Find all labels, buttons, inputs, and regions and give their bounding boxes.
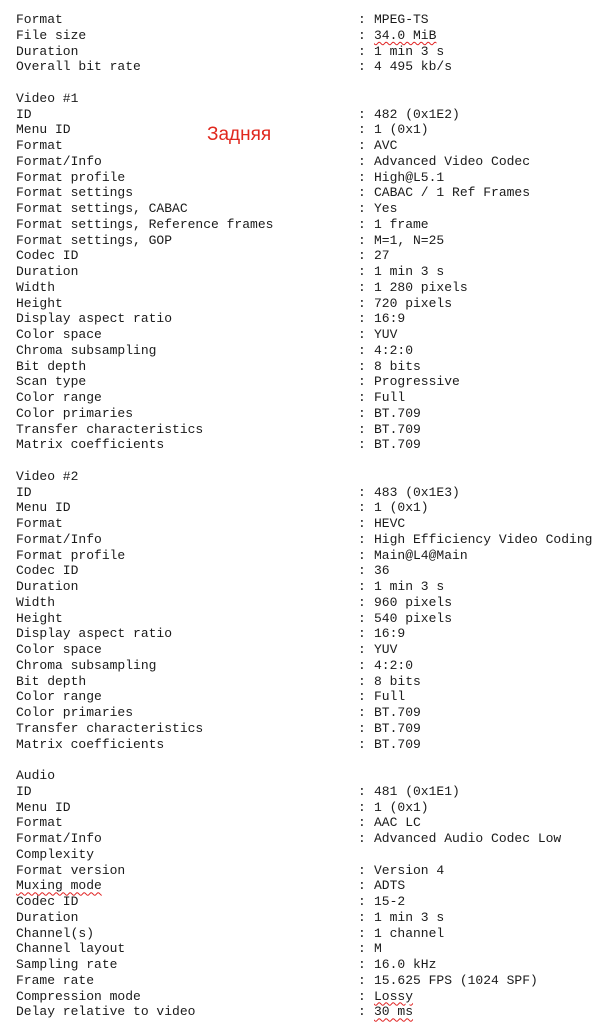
info-row	[16, 59, 608, 75]
info-value: 1 channel	[374, 925, 445, 941]
info-row	[16, 941, 608, 957]
info-value: 1 min 3 s	[374, 264, 445, 279]
info-separator: :	[358, 642, 366, 657]
info-value: Version 4	[374, 862, 445, 878]
info-row	[16, 1004, 608, 1020]
info-key: Chroma subsampling	[16, 342, 157, 358]
info-key: Channel(s)	[16, 925, 95, 941]
info-key: Duration	[16, 579, 79, 594]
info-row	[16, 957, 608, 973]
info-key: Width	[16, 594, 56, 610]
info-key: Codec ID	[16, 563, 79, 579]
info-key: Matrix coefficients	[16, 736, 165, 752]
info-key: Transfer characteristics	[16, 720, 204, 736]
info-value: YUV	[374, 327, 398, 342]
info-separator: :	[358, 201, 366, 216]
info-key: Color range	[16, 689, 102, 705]
info-separator: :	[358, 579, 366, 594]
info-row	[16, 784, 608, 800]
info-key: Duration	[16, 264, 79, 279]
info-key: Color primaries	[16, 705, 134, 720]
info-separator: :	[358, 941, 366, 957]
info-row	[16, 44, 608, 60]
info-key: Color space	[16, 642, 102, 657]
info-separator: :	[358, 421, 366, 437]
section-title: Video #2	[16, 468, 79, 484]
info-separator: :	[358, 437, 366, 453]
info-value: High Efficiency Video Coding	[374, 531, 593, 547]
info-separator: :	[358, 27, 366, 43]
info-row	[16, 831, 608, 847]
info-value: 36	[374, 563, 390, 579]
info-separator: :	[358, 673, 366, 689]
info-value: AVC	[374, 138, 398, 153]
info-row	[16, 878, 608, 894]
info-separator: :	[358, 610, 366, 626]
info-key: ID	[16, 783, 32, 799]
info-separator: :	[358, 547, 366, 563]
info-separator: :	[358, 484, 366, 500]
info-row	[16, 343, 608, 359]
info-row	[16, 359, 608, 375]
info-key: Format	[16, 12, 63, 27]
info-key: Overall bit rate	[16, 59, 141, 75]
info-key: Color primaries	[16, 405, 134, 421]
info-value: 15-2	[374, 894, 406, 909]
info-row	[16, 248, 608, 264]
info-separator: :	[358, 374, 366, 390]
info-row	[16, 737, 608, 753]
info-value: High@L5.1	[374, 169, 445, 185]
info-value: 16:9	[374, 311, 406, 327]
info-key: Width	[16, 279, 56, 295]
info-key: Format settings	[16, 185, 134, 201]
info-value: BT.709	[374, 421, 421, 437]
info-value: 960 pixels	[374, 594, 453, 610]
info-row	[16, 847, 608, 863]
info-value: 1 (0x1)	[374, 500, 429, 516]
info-value: Main@L4@Main	[374, 547, 468, 563]
info-row	[16, 170, 608, 186]
info-separator: :	[358, 43, 366, 59]
info-value: 4:2:0	[374, 657, 414, 673]
info-key: Menu ID	[16, 122, 71, 138]
info-key: Delay relative to video	[16, 1004, 196, 1020]
info-value: YUV	[374, 642, 398, 657]
info-key: Frame rate	[16, 972, 95, 988]
info-separator: :	[358, 736, 366, 752]
info-separator: :	[358, 138, 366, 153]
info-key: File size	[16, 27, 87, 43]
info-row	[16, 28, 608, 44]
info-key: Format	[16, 815, 63, 831]
info-value: 1 min 3 s	[374, 579, 445, 594]
info-row	[16, 122, 608, 138]
info-separator: :	[358, 264, 366, 279]
info-key: Height	[16, 610, 63, 626]
info-row	[16, 327, 608, 343]
info-separator: :	[358, 626, 366, 642]
info-row	[16, 595, 608, 611]
info-key: Compression mode	[16, 988, 141, 1004]
info-key: Format	[16, 516, 63, 531]
info-row	[16, 406, 608, 422]
info-value: ADTS	[374, 878, 406, 894]
info-row	[16, 674, 608, 690]
info-value: 30 ms	[374, 1004, 414, 1020]
info-separator: :	[358, 720, 366, 736]
info-key: Color range	[16, 390, 102, 405]
info-key: Format/Info	[16, 831, 102, 846]
info-value: 15.625 FPS (1024 SPF)	[374, 972, 538, 988]
info-row	[16, 689, 608, 705]
info-value: AAC LC	[374, 815, 421, 831]
info-row	[16, 201, 608, 217]
info-separator: :	[358, 295, 366, 311]
info-row	[16, 626, 608, 642]
info-value: 483 (0x1E3)	[374, 484, 460, 500]
info-value: 34.0 MiB	[374, 27, 437, 43]
info-value: 1 frame	[374, 216, 429, 232]
info-separator: :	[358, 815, 366, 831]
info-key: Duration	[16, 909, 79, 925]
info-separator: :	[358, 531, 366, 547]
info-key: Muxing mode	[16, 878, 102, 894]
info-key: Codec ID	[16, 248, 79, 264]
info-key: Color space	[16, 327, 102, 342]
info-value: M	[374, 941, 382, 957]
info-separator: :	[358, 106, 366, 122]
info-row	[16, 138, 608, 154]
section-gap	[16, 453, 608, 469]
info-row	[16, 500, 608, 516]
info-separator: :	[358, 957, 366, 972]
info-key: Height	[16, 295, 63, 311]
info-key: ID	[16, 484, 32, 500]
info-separator: :	[358, 563, 366, 579]
info-key: Menu ID	[16, 799, 71, 815]
info-row	[16, 721, 608, 737]
info-key: Format settings, Reference frames	[16, 216, 274, 232]
info-row	[16, 185, 608, 201]
info-row	[16, 311, 608, 327]
info-separator: :	[358, 185, 366, 201]
info-separator: :	[358, 1004, 366, 1020]
info-row	[16, 658, 608, 674]
info-separator: :	[358, 799, 366, 815]
info-row	[16, 973, 608, 989]
info-value: BT.709	[374, 736, 421, 752]
info-separator: :	[358, 925, 366, 941]
info-key: Format/Info	[16, 153, 102, 169]
info-separator: :	[358, 405, 366, 421]
info-value: 720 pixels	[374, 295, 453, 311]
info-value: 482 (0x1E2)	[374, 106, 460, 122]
info-separator: :	[358, 390, 366, 405]
info-key: Format settings, CABAC	[16, 201, 188, 216]
info-separator: :	[358, 894, 366, 909]
info-key: Duration	[16, 43, 79, 59]
info-value: Full	[374, 390, 406, 405]
info-value: BT.709	[374, 705, 421, 720]
info-value: 16.0 kHz	[374, 957, 437, 972]
info-row	[16, 422, 608, 438]
info-key: Sampling rate	[16, 957, 118, 972]
info-value: Lossy	[374, 988, 414, 1004]
info-value: BT.709	[374, 437, 421, 453]
info-row	[16, 989, 608, 1005]
info-row	[16, 437, 608, 453]
info-row	[16, 579, 608, 595]
info-key: Scan type	[16, 374, 87, 390]
info-row	[16, 485, 608, 501]
info-row	[16, 894, 608, 910]
info-separator: :	[358, 988, 366, 1004]
info-separator: :	[358, 594, 366, 610]
info-value: 1 min 3 s	[374, 909, 445, 925]
info-separator: :	[358, 862, 366, 878]
info-separator: :	[358, 909, 366, 925]
info-separator: :	[358, 878, 366, 894]
info-row	[16, 217, 608, 233]
info-value: Advanced Video Codec	[374, 153, 531, 169]
info-key: Bit depth	[16, 358, 87, 374]
info-key: Display aspect ratio	[16, 311, 173, 327]
info-separator: :	[358, 169, 366, 185]
info-key: Channel layout	[16, 941, 126, 957]
section-title: Video #1	[16, 90, 79, 106]
info-value: 16:9	[374, 626, 406, 642]
info-separator: :	[358, 831, 366, 846]
info-value: 1 (0x1)	[374, 799, 429, 815]
info-key: Codec ID	[16, 894, 79, 909]
info-value: Yes	[374, 201, 398, 216]
info-value: CABAC / 1 Ref Frames	[374, 185, 531, 201]
info-row	[16, 815, 608, 831]
info-row	[16, 910, 608, 926]
info-value: Progressive	[374, 374, 460, 390]
info-row	[16, 107, 608, 123]
info-value: Full	[374, 689, 406, 705]
section-title: Audio	[16, 768, 56, 783]
info-row	[16, 705, 608, 721]
info-value: 1 280 pixels	[374, 279, 468, 295]
info-value: 1 min 3 s	[374, 43, 445, 59]
info-separator: :	[358, 311, 366, 327]
info-separator: :	[358, 657, 366, 673]
info-separator: :	[358, 153, 366, 169]
info-separator: :	[358, 232, 366, 248]
info-value: BT.709	[374, 405, 421, 421]
info-value: 8 bits	[374, 673, 421, 689]
info-row	[16, 532, 608, 548]
info-separator: :	[358, 358, 366, 374]
info-separator: :	[358, 689, 366, 705]
info-row	[16, 296, 608, 312]
info-separator: :	[358, 972, 366, 988]
info-row	[16, 611, 608, 627]
info-row	[16, 863, 608, 879]
info-key: Matrix coefficients	[16, 437, 165, 453]
info-separator: :	[358, 248, 366, 264]
info-row	[16, 800, 608, 816]
info-key: Format profile	[16, 169, 126, 185]
info-key: Display aspect ratio	[16, 626, 173, 642]
info-key: Chroma subsampling	[16, 657, 157, 673]
info-row	[16, 516, 608, 532]
info-separator: :	[358, 500, 366, 516]
info-value: 4 495 kb/s	[374, 59, 453, 75]
info-value: Advanced Audio Codec Low	[374, 831, 562, 846]
section-gap	[16, 75, 608, 91]
info-key: Format settings, GOP	[16, 232, 173, 248]
info-key: Complexity	[16, 846, 95, 862]
info-row	[16, 264, 608, 280]
info-key: Format	[16, 138, 63, 153]
info-row	[16, 548, 608, 564]
info-row	[16, 12, 608, 28]
info-separator: :	[358, 216, 366, 232]
info-row	[16, 926, 608, 942]
info-separator: :	[358, 783, 366, 799]
info-separator: :	[358, 342, 366, 358]
info-key: Format profile	[16, 547, 126, 563]
mediainfo-report	[16, 12, 608, 1020]
info-row	[16, 390, 608, 406]
info-separator: :	[358, 705, 366, 720]
info-value: 481 (0x1E1)	[374, 783, 460, 799]
info-key: Bit depth	[16, 673, 87, 689]
info-row	[16, 280, 608, 296]
info-value: 540 pixels	[374, 610, 453, 626]
info-value: 4:2:0	[374, 342, 414, 358]
info-separator: :	[358, 279, 366, 295]
info-row	[16, 233, 608, 249]
info-row	[16, 374, 608, 390]
annotation-label: Задняя	[207, 124, 272, 145]
info-separator: :	[358, 516, 366, 531]
info-value: 1 (0x1)	[374, 122, 429, 138]
info-value: 27	[374, 248, 390, 264]
info-value: 8 bits	[374, 358, 421, 374]
info-value: HEVC	[374, 516, 406, 531]
section-gap	[16, 752, 608, 768]
info-row	[16, 563, 608, 579]
info-separator: :	[358, 12, 366, 27]
info-separator: :	[358, 122, 366, 138]
info-row	[16, 642, 608, 658]
info-key: Format version	[16, 862, 126, 878]
info-separator: :	[358, 327, 366, 342]
info-key: ID	[16, 106, 32, 122]
info-key: Format/Info	[16, 531, 102, 547]
info-value: BT.709	[374, 720, 421, 736]
info-value: MPEG-TS	[374, 12, 429, 27]
info-key: Menu ID	[16, 500, 71, 516]
info-separator: :	[358, 59, 366, 75]
info-value: M=1, N=25	[374, 232, 445, 248]
info-key: Transfer characteristics	[16, 421, 204, 437]
info-row	[16, 154, 608, 170]
